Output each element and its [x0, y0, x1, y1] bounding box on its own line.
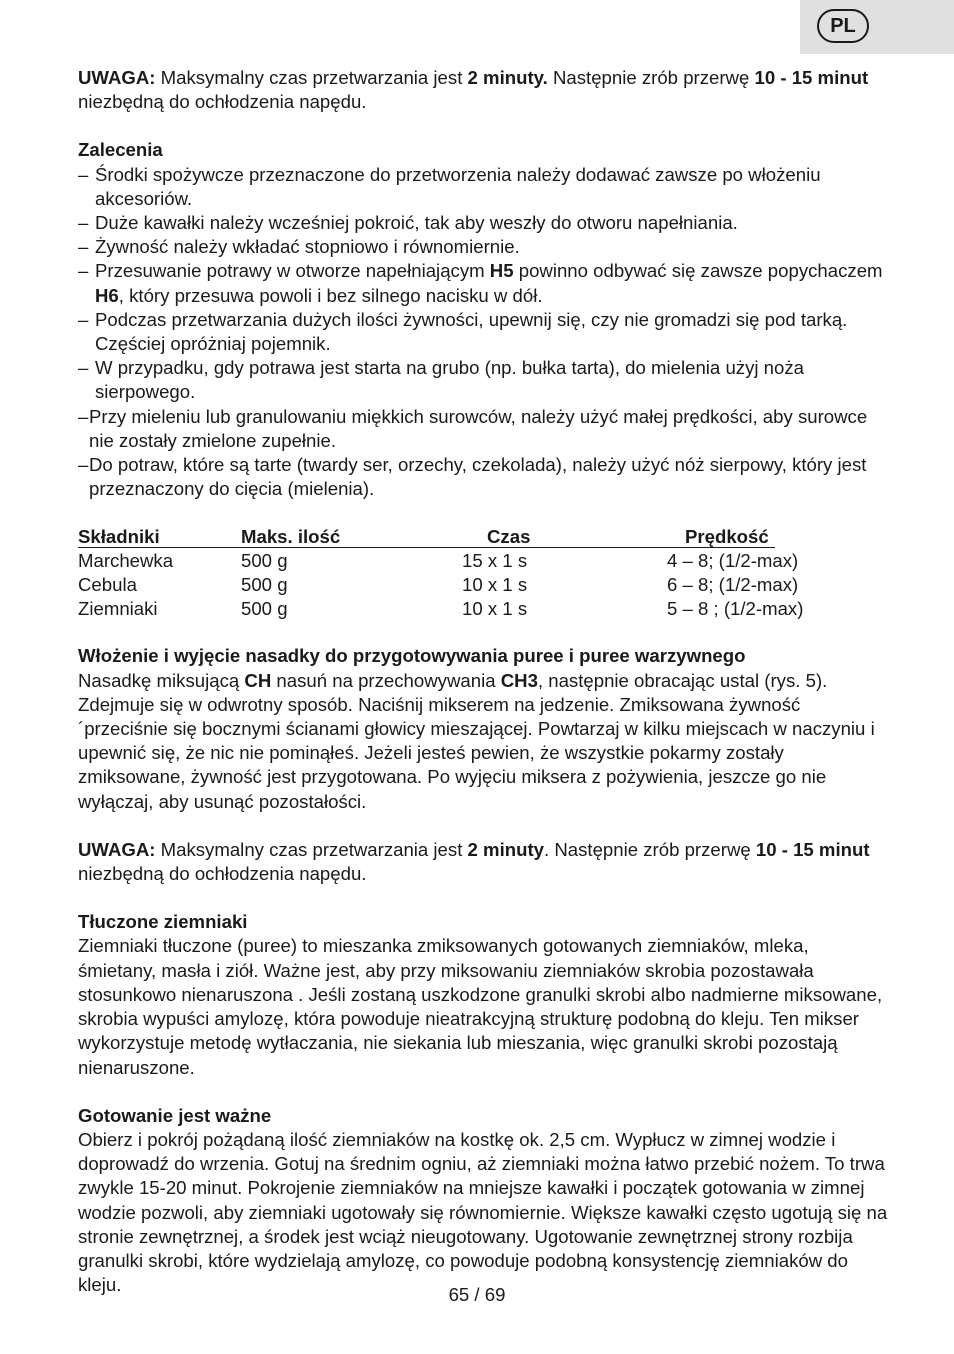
list-dash: – — [78, 212, 89, 234]
list-item-text: Środki spożywcze przeznaczone do przetworzenia należy dodawać zawsze po włożeniu akcesoriów. — [95, 163, 821, 209]
column-header-max-quantity: Maks. ilość — [241, 526, 341, 548]
warning-label: UWAGA: — [78, 67, 156, 88]
warning-bold: 2 minuty — [467, 838, 545, 860]
warning-text: . Następnie zrób przerwę — [544, 838, 756, 860]
column-header-ingredients: Składniki — [78, 526, 160, 548]
table-cell: 500 g — [241, 574, 288, 596]
section-heading: Tłuczone ziemniaki — [78, 911, 248, 933]
list-item-text: W przypadku, gdy potrawa jest starta na grubo (np. bułka tarta), do mielenia użyj noża sierpowego. — [95, 357, 804, 403]
warning-bold: 10 - 15 minut — [754, 67, 869, 88]
paragraph-text: , następnie obracając ustal (rys. 5). Zdejmuje się w odwrotny sposób. Naciśnij mikserem na jedzenie. Zmiksowana żywność´przeciśnie się bocznymi ścianami głowicy mieszającej. Powtarzaj w kilku miejscach w naczyniu i upewnić się, że nic nie pominąłeś. Jeżeli jesteś pewien, że wszystkie pokarmy zostały zmiksowane, żywność jest przygotowana. Po wyjęciu miksera z pożywienia, jeszcze go nie wyłączaj, aby usunąć pozostałości. — [78, 669, 875, 812]
recommendations-section — [78, 138, 888, 501]
language-tab — [800, 0, 954, 54]
column-header-speed: Prędkość — [685, 526, 769, 548]
part-code: CH — [244, 669, 272, 691]
list-item — [78, 308, 888, 356]
list-item-text: Do potraw, które są tarte (twardy ser, orzechy, czekolada), należy użyć nóż sierpowy, który jest przeznaczony do cięcia (mielenia). — [89, 454, 867, 500]
list-item — [78, 163, 888, 211]
table-cell: 15 x 1 s — [462, 550, 528, 572]
warning-label: UWAGA: — [78, 838, 156, 860]
warning-bold: 2 minuty. — [467, 67, 548, 88]
list-item-text: powinno odbywać się zawsze popychaczem — [513, 260, 883, 282]
warning-bold: 10 - 15 minut — [755, 838, 870, 860]
table-row — [78, 549, 888, 573]
part-code: H5 — [489, 260, 514, 282]
paragraph-text: Nasadkę miksującą — [78, 669, 245, 691]
page-content — [78, 66, 888, 1297]
list-item-text: Przesuwanie potrawy w otworze napełniającym — [95, 260, 490, 282]
puree-paragraph — [78, 669, 888, 814]
part-code: H6 — [95, 284, 119, 306]
header-underline — [78, 547, 775, 548]
list-item-text: Podczas przetwarzania dużych ilości żywności, upewnij się, czy nie gromadzi się pod tarką. Częściej opróżniaj pojemnik. — [95, 308, 848, 355]
table-cell: Marchewka — [78, 550, 174, 572]
table-cell: 5 – 8 ; (1/2-max) — [667, 598, 804, 620]
list-dash: – — [78, 405, 89, 427]
list-item-text: , który przesuwa powoli i bez silnego nacisku w dół. — [118, 284, 543, 306]
section-heading: Włożenie i wyjęcie nasadky do przygotowywania puree i puree warzywnego — [78, 645, 746, 667]
list-dash: – — [78, 454, 89, 476]
table-row — [78, 573, 888, 597]
table-cell: Cebula — [78, 574, 137, 596]
list-item-text: Duże kawałki należy wcześniej pokroić, tak aby weszły do otworu napełniania. — [95, 212, 738, 234]
list-dash: – — [78, 308, 89, 330]
table-cell: 500 g — [241, 598, 288, 620]
table-cell: 10 x 1 s — [462, 574, 528, 596]
warning-text: niezbędną do ochłodzenia napędu. — [78, 863, 367, 885]
mashed-potatoes-section — [78, 910, 888, 1079]
warning-text: Następnie zrób przerwę — [547, 67, 755, 88]
list-dash: – — [78, 260, 89, 282]
warning-text: Maksymalny czas przetwarzania jest — [155, 838, 468, 860]
warning-text: niezbędną do ochłodzenia napędu. — [78, 91, 367, 113]
list-dash: – — [78, 236, 89, 258]
cooking-paragraph: Obierz i pokrój pożądaną ilość ziemniaków na kostkę ok. 2,5 cm. Wypłucz w zimnej wodzie i doprowadź do wrzenia. Gotuj na średnim ogniu, aż ziemniaki można łatwo przebić nożem. To trwa zwykle 15-20 minut. Pokrojenie ziemniaków na mniejsze kawałki i początek gotowania w zimnej wodzie pozwoli, aby ziemniaki ugotowały się równomiernie. Większe kawałki często ugotują się na stronie zewnętrznej, a środek jest wciąż nieugotowany. Ugotowanie zewnętrznej strony rozbija granulki skrobi, które wydzielają amylozę, co powoduje podobną konsystencję ziemniaków do kleju. — [78, 1128, 888, 1296]
page-number: 65 / 69 — [448, 1284, 506, 1305]
table-row — [78, 597, 888, 621]
list-item — [78, 453, 888, 501]
list-dash: – — [78, 357, 89, 379]
table-cell: 6 – 8; (1/2-max) — [667, 574, 799, 596]
table-header — [78, 525, 888, 549]
processing-table — [78, 525, 888, 621]
part-code: CH3 — [500, 669, 538, 691]
list-item — [78, 405, 888, 453]
list-item — [78, 235, 888, 259]
language-badge: PL — [817, 9, 869, 43]
table-cell: 10 x 1 s — [462, 598, 528, 620]
table-cell: Ziemniaki — [78, 598, 158, 620]
list-item — [78, 211, 888, 235]
section-heading: Zalecenia — [78, 139, 163, 161]
warning-paragraph-1 — [78, 66, 888, 114]
table-cell: 500 g — [241, 550, 288, 572]
mashed-paragraph: Ziemniaki tłuczone (puree) to mieszanka zmiksowanych gotowanych ziemniaków, mleka, śmietany, masła i ziół. Ważne jest, aby przy miksowaniu ziemniaków skrobia pozostawała stosunkowo nienaruszona . Jeśli zostaną uszkodzone granulki skrobi albo nadmierne miksowane, skrobia wypuści amylozę, która powoduje nieatrakcyjną strukturę podobną do kleju. Ten mikser wykorzystuje metodę wytłaczania, nie siekania lub mieszania, więc granulki skrobi pozostają nienaruszone. — [78, 935, 883, 1078]
paragraph-text: nasuń na przechowywania — [271, 669, 501, 691]
puree-section — [78, 644, 888, 813]
list-item — [78, 259, 888, 307]
section-heading: Gotowanie jest ważne — [78, 1104, 272, 1126]
list-item-text: Przy mieleniu lub granulowaniu miękkich surowców, należy użyć małej prędkości, aby surowce nie zostały zmielone zupełnie. — [89, 405, 868, 451]
list-item — [78, 356, 888, 404]
table-cell: 4 – 8; (1/2-max) — [667, 550, 799, 572]
column-header-time: Czas — [487, 526, 531, 548]
list-item-text: Żywność należy wkładać stopniowo i równomiernie. — [95, 236, 520, 258]
warning-text: Maksymalny czas przetwarzania jest — [155, 67, 468, 88]
list-dash: – — [78, 163, 89, 185]
warning-paragraph-2 — [78, 838, 888, 886]
cooking-section — [78, 1104, 888, 1298]
